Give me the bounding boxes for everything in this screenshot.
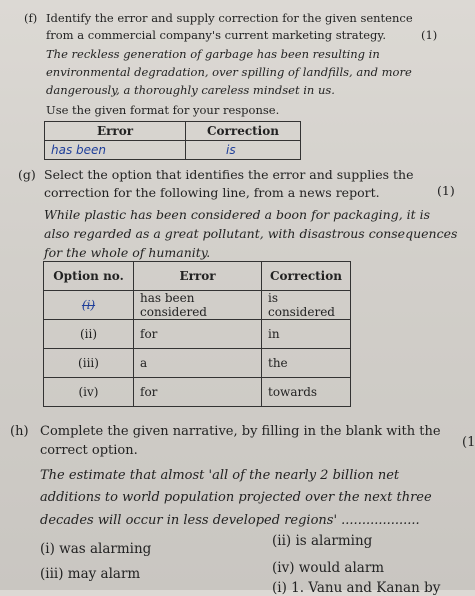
question-g-marks: (1) bbox=[437, 183, 455, 198]
table-g-row1-correction: is considered bbox=[262, 291, 351, 320]
question-h-line2: correct option. bbox=[40, 443, 138, 458]
question-h-line1: Complete the given narrative, by filling in the blank with the bbox=[40, 424, 441, 439]
table-g-row4-correction: towards bbox=[262, 378, 351, 407]
table-g-row4-error: for bbox=[134, 378, 262, 407]
table-g-header-option: Option no. bbox=[44, 262, 134, 291]
table-row bbox=[44, 378, 351, 407]
option-iii: (iii) may alarm bbox=[40, 566, 141, 582]
table-g-row3-option: (iii) bbox=[44, 349, 134, 378]
table-g-row3-error: a bbox=[134, 349, 262, 378]
question-f-instruction: Use the given format for your response. bbox=[46, 103, 280, 117]
question-h-quote-line1: The estimate that almost 'all of the nearly 2 billion net bbox=[40, 468, 400, 483]
option-ii: (ii) is alarming bbox=[272, 533, 373, 549]
question-f-marks: (1) bbox=[421, 28, 438, 42]
question-f-quote-line1: The reckless generation of garbage has been resulting in bbox=[46, 47, 380, 61]
options-table-g bbox=[43, 261, 351, 407]
table-g-row2-option: (ii) bbox=[44, 320, 134, 349]
question-h-marks: (1 bbox=[462, 435, 475, 450]
question-h-quote-line3: decades will occur in less developed regions' ................... bbox=[40, 513, 420, 528]
table-f-answer-error: has been bbox=[45, 141, 186, 160]
answer-table-f bbox=[44, 121, 301, 160]
table-row bbox=[44, 349, 351, 378]
table-g-row4-option: (iv) bbox=[44, 378, 134, 407]
question-h-quote-line2: additions to world population projected over the next three bbox=[40, 490, 432, 505]
table-g-row2-correction: in bbox=[262, 320, 351, 349]
table-g-row1-option: (i) bbox=[81, 298, 96, 312]
question-f-label: (f) bbox=[24, 11, 38, 25]
question-h-label: (h) bbox=[10, 424, 29, 439]
next-question-fragment: (i) 1. Vanu and Kanan by bbox=[272, 580, 441, 596]
question-f-line1: Identify the error and supply correction for the given sentence bbox=[46, 11, 413, 25]
question-g-quote-line1: While plastic has been considered a boon for packaging, it is bbox=[44, 207, 431, 222]
table-g-row3-correction: the bbox=[262, 349, 351, 378]
table-row bbox=[44, 320, 351, 349]
question-f-quote-line2: environmental degradation, over spilling of landfills, and more bbox=[46, 65, 412, 79]
table-row bbox=[44, 291, 351, 320]
table-g-row2-error: for bbox=[134, 320, 262, 349]
question-g-line2: correction for the following line, from a news report. bbox=[44, 185, 380, 200]
question-g-line1: Select the option that identifies the error and supplies the bbox=[44, 167, 414, 182]
question-f-quote-line3: dangerously, a thoroughly careless mindset in us. bbox=[46, 83, 335, 97]
option-iv: (iv) would alarm bbox=[272, 560, 385, 576]
table-g-row1-error: has been considered bbox=[134, 291, 262, 320]
table-f-header-correction: Correction bbox=[186, 122, 301, 141]
question-g-quote-line2: also regarded as a great pollutant, with disastrous consequences bbox=[44, 226, 458, 241]
question-f-line2: from a commercial company's current marketing strategy. bbox=[46, 28, 387, 42]
option-i: (i) was alarming bbox=[40, 541, 152, 557]
question-g-quote-line3: for the whole of humanity. bbox=[44, 245, 211, 260]
table-g-header-correction: Correction bbox=[262, 262, 351, 291]
table-f-answer-correction: is bbox=[186, 141, 301, 160]
table-g-header-error: Error bbox=[134, 262, 262, 291]
question-g-label: (g) bbox=[18, 167, 36, 182]
table-f-header-error: Error bbox=[45, 122, 186, 141]
